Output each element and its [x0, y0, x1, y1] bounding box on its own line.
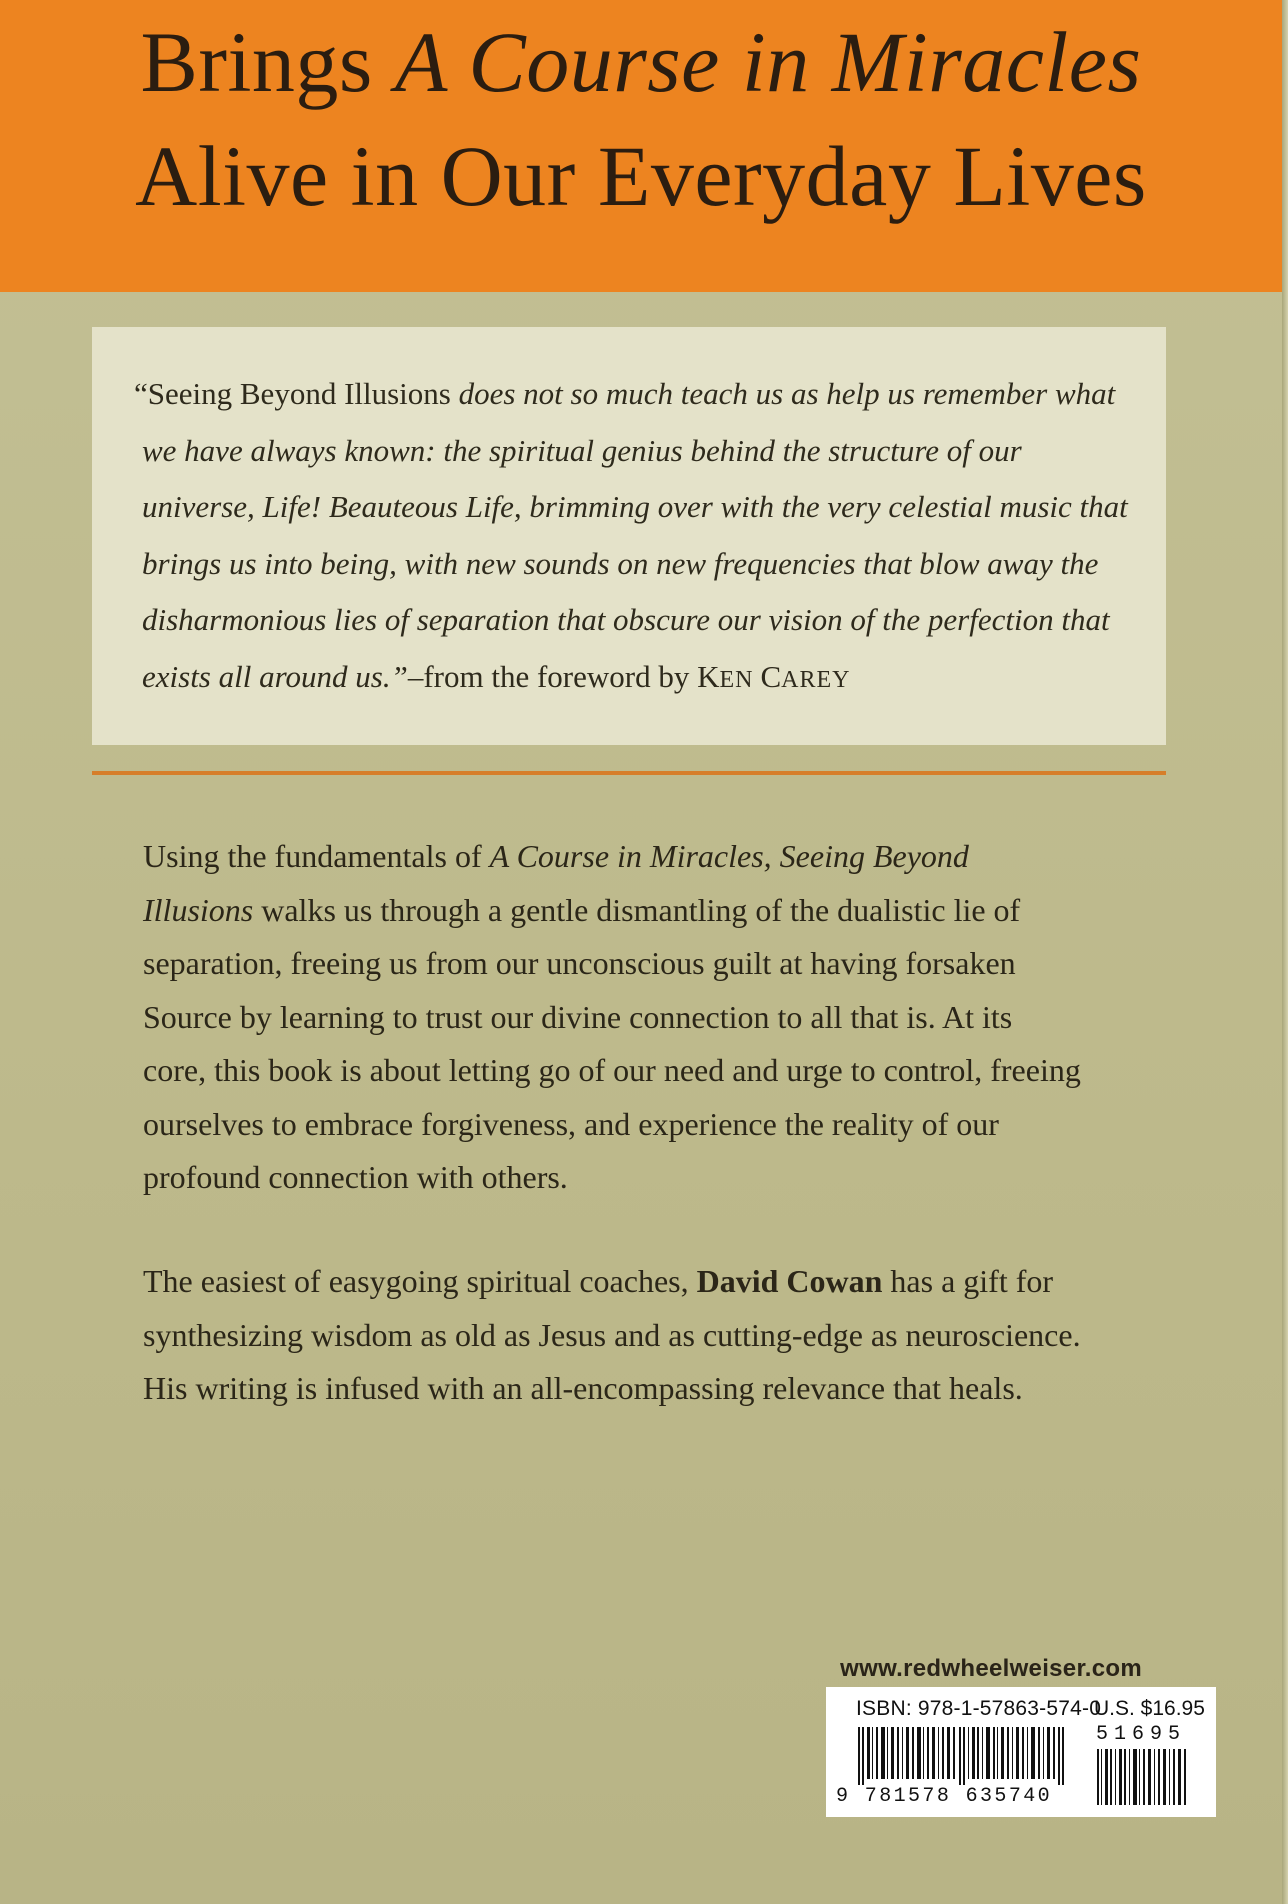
- cover-edge: [1282, 0, 1288, 1904]
- headline-book-title: A Course in Miracles: [394, 14, 1142, 110]
- p2-text-a: The easiest of easygoing spiritual coaches,: [143, 1263, 697, 1299]
- p2-text-c: has a gift for synthesizing wisdom as old as Jesus and as cutting-edge as neuroscience. His writing is infused with an all-encompassing relevance that heals.: [143, 1263, 1081, 1406]
- quote-author-initial-1: K: [697, 658, 720, 694]
- foreword-quote: [134, 366, 1132, 708]
- isbn-text: ISBN: 978-1-57863-574-0: [856, 1697, 1102, 1720]
- headline-line-1: [0, 12, 1282, 112]
- author-paragraph: [143, 1255, 1083, 1416]
- headline-line-2: Alive in Our Everyday Lives: [135, 128, 1147, 224]
- headline-text: Brings: [140, 14, 395, 110]
- description-paragraph-1: [143, 830, 1083, 1205]
- quote-author-part-2: AREY: [781, 666, 851, 693]
- quote-attribution: –from the foreword by: [407, 658, 698, 694]
- quote-author-part-1: EN: [719, 666, 761, 693]
- p1-text-a: Using the fundamentals of: [143, 838, 490, 874]
- ean-barcode-icon: [856, 1727, 1086, 1785]
- header-band: [0, 0, 1282, 292]
- divider-rule: [92, 771, 1166, 775]
- barcode-panel: [826, 1687, 1216, 1817]
- p1-text-c: walks us through a gentle dismantling of the dualistic lie of separation, freeing us from our unconscious guilt at having forsaken Source by learning to trust our divine connection to all that is. At its core, this book is about letting go of our need and urge to control, freeing ourselves to embrace forgiveness, and experience the reality of our profound connection with others.: [143, 891, 1081, 1195]
- price-code-digits: 51695: [1096, 1723, 1187, 1746]
- price-text: U.S. $16.95: [1094, 1697, 1205, 1720]
- quote-title-text: “Seeing Beyond Illusions: [134, 376, 459, 411]
- p1-book-titles: A Course in Miracles, Seeing Beyond Illusions: [143, 838, 969, 928]
- quote-author-initial-2: C: [760, 658, 782, 694]
- quote-italic-text: does not so much teach us as help us remember what we have always known: the spiritual genius behind the structure of our universe, Life! Beauteous Life, brimming over with the very celestial music that brings us into being, with new sounds on new frequencies that blow away the disharmonious lies of separation that obscure our vision of the perfection that exists all around us.”: [142, 376, 1128, 694]
- publisher-website: www.redwheelweiser.com: [840, 1655, 1142, 1682]
- price-barcode-icon: [1096, 1749, 1196, 1805]
- ean-digits: 9 781578 635740: [836, 1785, 1053, 1808]
- author-name: David Cowan: [696, 1263, 883, 1299]
